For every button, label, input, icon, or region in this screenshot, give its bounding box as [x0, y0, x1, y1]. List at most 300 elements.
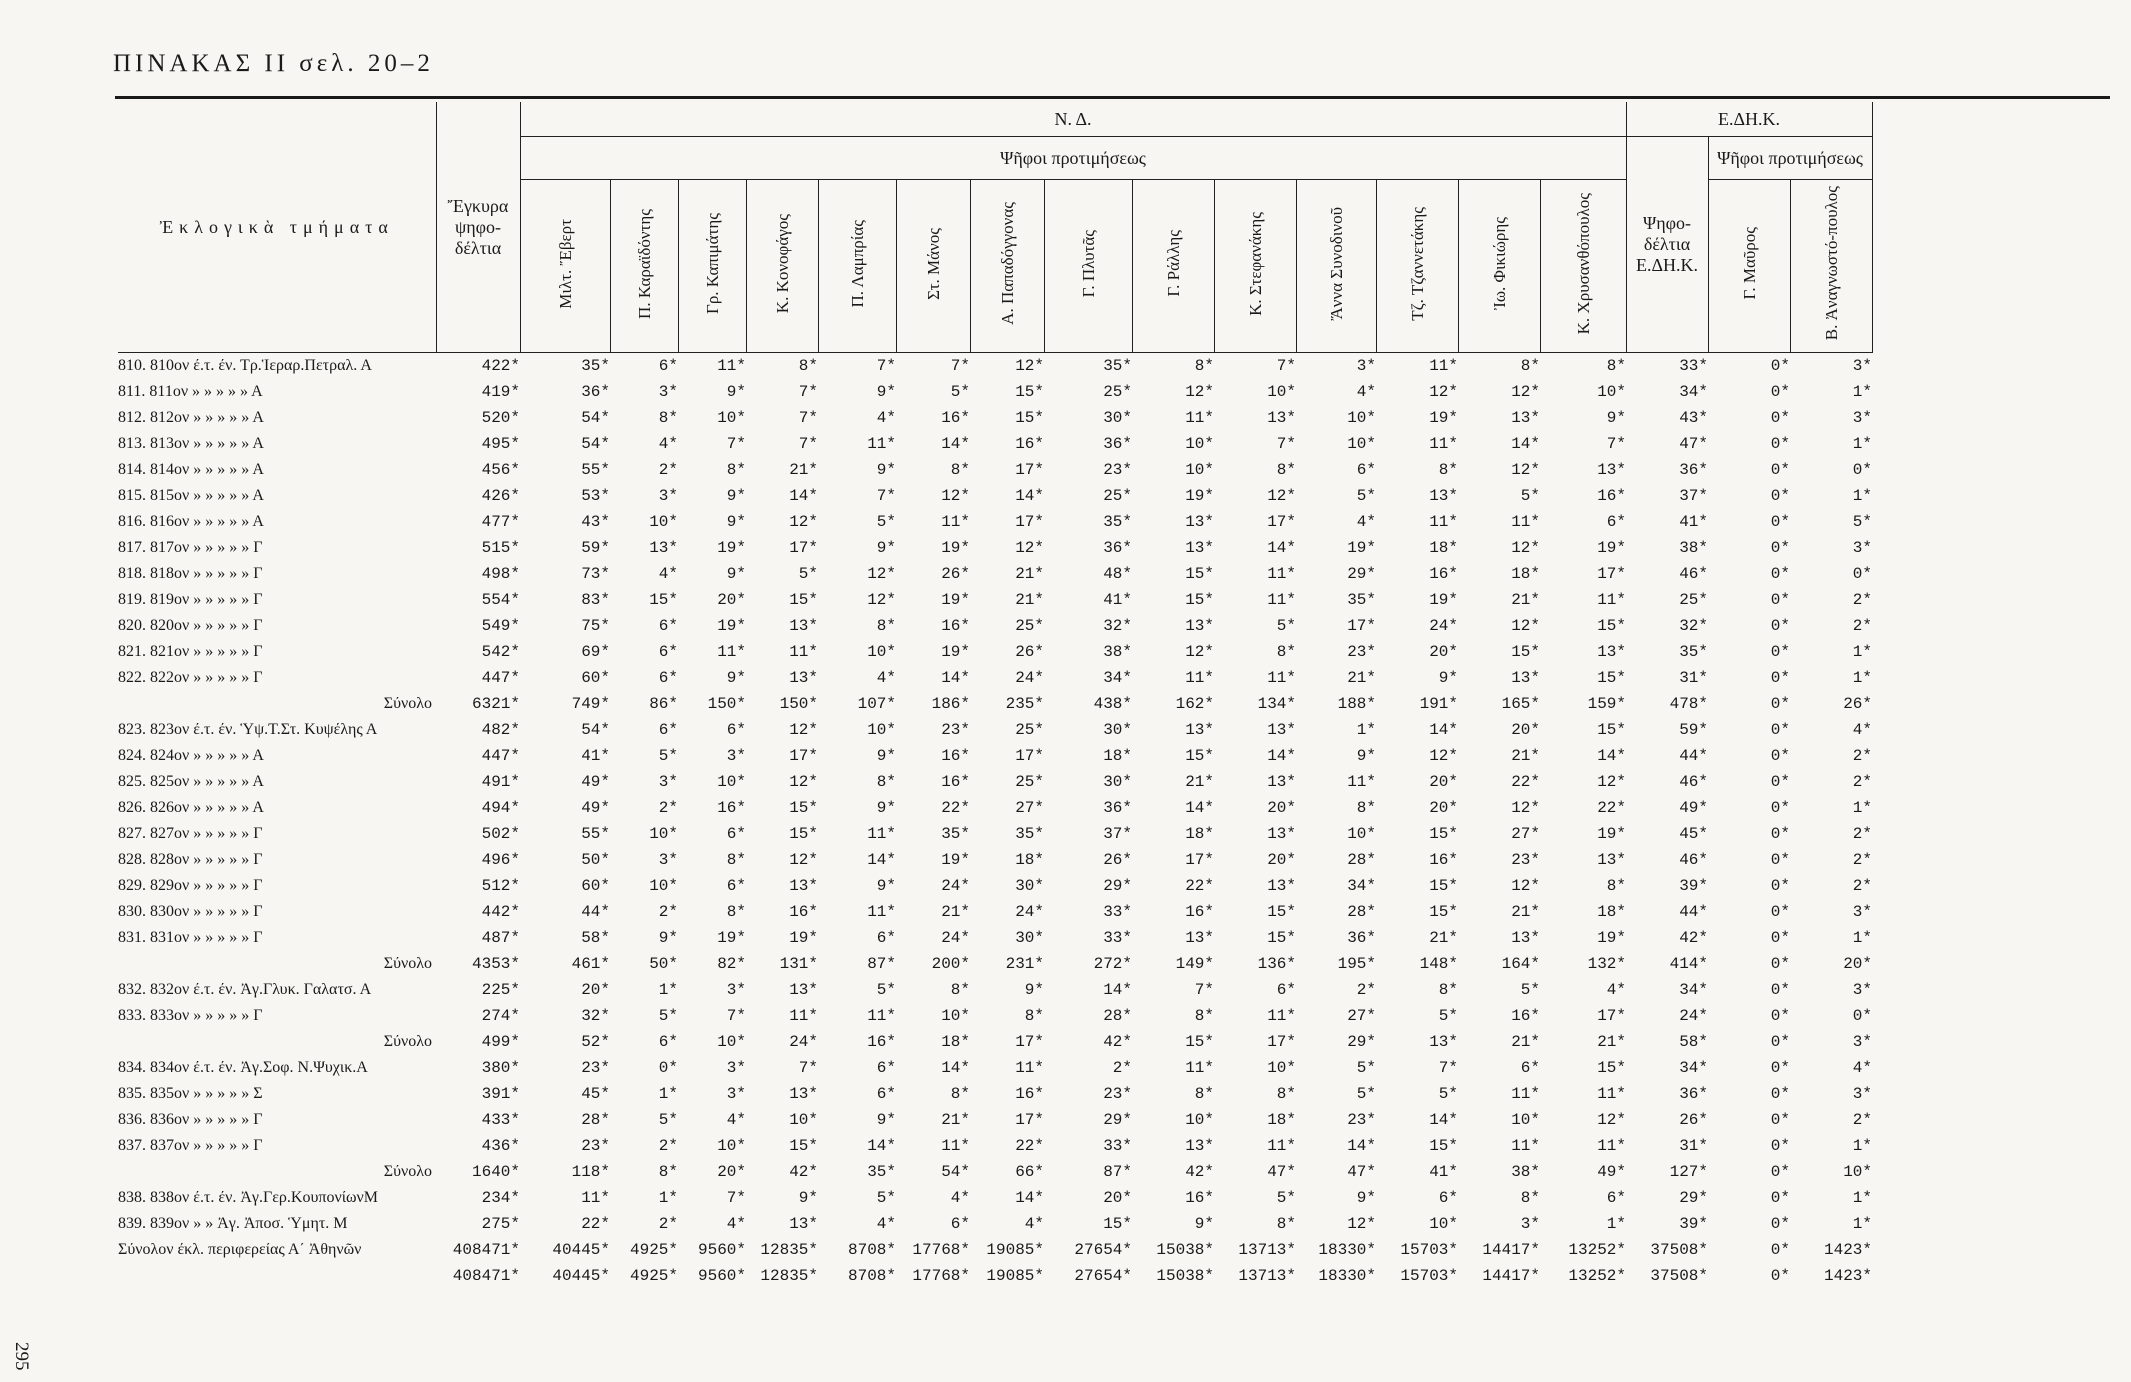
value-cell: 1*	[658, 1085, 678, 1103]
value-cell: 38*	[1511, 1163, 1540, 1181]
value-cell: 26*	[941, 565, 970, 583]
value-cell: 47*	[1267, 1163, 1296, 1181]
value-cell: 11*	[1597, 1085, 1626, 1103]
value-cell: 9*	[876, 1111, 896, 1129]
value-cell: 34*	[1679, 383, 1708, 401]
value-cell: 11*	[1429, 513, 1458, 531]
value-cell: 21*	[1429, 929, 1458, 947]
nd-candidate-name: Κ. Κονοφάγος	[772, 213, 792, 314]
value-cell: 60*	[581, 669, 610, 687]
value-cell: 0*	[1852, 461, 1872, 479]
value-cell: 29*	[1347, 1033, 1376, 1051]
table-row	[118, 821, 1950, 847]
value-cell: 1*	[1852, 1189, 1872, 1207]
value-cell: 15*	[789, 591, 818, 609]
value-cell: 195*	[1337, 955, 1376, 973]
table-row	[118, 717, 1950, 743]
value-cell: 6*	[726, 877, 746, 895]
value-cell: 0*	[1852, 565, 1872, 583]
value-cell: 13*	[789, 877, 818, 895]
value-cell: 6*	[876, 1059, 896, 1077]
row-label: 832. 832ον έ.τ. έν. Ἀγ.Γλυκ. Γαλατσ. Α	[118, 981, 372, 998]
value-cell: 159*	[1587, 695, 1626, 713]
value-cell: 4925*	[629, 1241, 678, 1259]
value-cell: 3*	[1852, 409, 1872, 427]
value-cell: 14*	[1267, 747, 1296, 765]
value-cell: 19*	[717, 929, 746, 947]
value-cell: 6*	[1606, 1189, 1626, 1207]
value-cell: 28*	[1347, 851, 1376, 869]
value-cell: 0*	[1770, 669, 1790, 687]
value-cell: 44*	[581, 903, 610, 921]
value-cell: 11*	[1511, 513, 1540, 531]
value-cell: 10*	[1347, 409, 1376, 427]
value-cell: 38*	[1679, 539, 1708, 557]
value-cell: 491*	[481, 773, 520, 791]
value-cell: 24*	[1015, 903, 1044, 921]
value-cell: 5*	[798, 565, 818, 583]
row-label: 816. 816ον » » » » » Α	[118, 513, 264, 530]
value-cell: 29*	[1347, 565, 1376, 583]
value-cell: 15038*	[1156, 1267, 1214, 1285]
value-cell: 12*	[1511, 383, 1540, 401]
value-cell: 13*	[1429, 487, 1458, 505]
value-cell: 39*	[1679, 877, 1708, 895]
value-cell: 8*	[1024, 1007, 1044, 1025]
value-cell: 149*	[1175, 955, 1214, 973]
valid-header-line-3: δέλτια	[454, 237, 502, 258]
nd-candidate-header	[678, 180, 746, 353]
value-cell: 22*	[1185, 877, 1214, 895]
value-cell: 3*	[726, 747, 746, 765]
row-label: 813. 813ον » » » » » Α	[118, 435, 264, 452]
row-label: 811. 811ον » » » » » Α	[118, 383, 263, 400]
value-cell: 13252*	[1568, 1267, 1626, 1285]
value-cell: 17*	[1015, 1111, 1044, 1129]
table-row	[118, 639, 1950, 665]
value-cell: 7*	[1606, 435, 1626, 453]
value-cell: 19*	[1597, 825, 1626, 843]
value-cell: 42*	[1679, 929, 1708, 947]
value-cell: 12*	[1511, 539, 1540, 557]
value-cell: 4*	[876, 1215, 896, 1233]
value-cell: 11*	[1429, 357, 1458, 375]
value-cell: 0*	[1770, 721, 1790, 739]
value-cell: 515*	[481, 539, 520, 557]
value-cell: 20*	[1267, 851, 1296, 869]
value-cell: 12*	[941, 487, 970, 505]
row-label: 818. 818ον » » » » » Γ	[118, 565, 263, 582]
value-cell: 9*	[1356, 1189, 1376, 1207]
value-cell: 10*	[1429, 1215, 1458, 1233]
value-cell: 15*	[1185, 591, 1214, 609]
subtotal-row	[118, 1029, 1950, 1055]
value-cell: 15*	[1267, 903, 1296, 921]
value-cell: 482*	[481, 721, 520, 739]
value-cell: 17*	[1015, 513, 1044, 531]
value-cell: 1*	[658, 1189, 678, 1207]
value-cell: 22*	[581, 1215, 610, 1233]
value-cell: 87*	[867, 955, 896, 973]
value-cell: 0*	[1770, 357, 1790, 375]
value-cell: 17*	[1185, 851, 1214, 869]
value-cell: 0*	[1770, 565, 1790, 583]
value-cell: 13*	[1429, 1033, 1458, 1051]
value-cell: 2*	[1852, 877, 1872, 895]
value-cell: 5*	[950, 383, 970, 401]
value-cell: 19*	[1429, 591, 1458, 609]
row-label: Σύνολο	[383, 695, 432, 712]
value-cell: 127*	[1669, 1163, 1708, 1181]
value-cell: 0*	[1770, 903, 1790, 921]
value-cell: 433*	[481, 1111, 520, 1129]
value-cell: 502*	[481, 825, 520, 843]
value-cell: 8*	[1276, 643, 1296, 661]
value-cell: 5*	[1276, 1189, 1296, 1207]
value-cell: 9*	[1438, 669, 1458, 687]
value-cell: 24*	[1679, 1007, 1708, 1025]
value-cell: 36*	[1347, 929, 1376, 947]
value-cell: 15*	[789, 1137, 818, 1155]
value-cell: 15*	[1015, 409, 1044, 427]
value-cell: 17*	[1347, 617, 1376, 635]
value-cell: 7*	[726, 1007, 746, 1025]
value-cell: 12*	[867, 565, 896, 583]
value-cell: 2*	[658, 461, 678, 479]
value-cell: 1*	[1852, 669, 1872, 687]
row-label-header-text: Ἐκλογικὰ τμήματα	[159, 216, 394, 237]
value-cell: 22*	[1511, 773, 1540, 791]
value-cell: 5*	[1356, 1059, 1376, 1077]
value-cell: 12*	[1511, 799, 1540, 817]
value-cell: 0*	[1770, 1033, 1790, 1051]
value-cell: 15*	[1429, 903, 1458, 921]
value-cell: 3*	[1852, 357, 1872, 375]
value-cell: 36*	[1679, 461, 1708, 479]
value-cell: 11*	[867, 435, 896, 453]
table-row	[118, 1133, 1950, 1159]
value-cell: 11*	[581, 1189, 610, 1207]
value-cell: 16*	[941, 773, 970, 791]
nd-candidate-name: Τζ. Τζαννετάκης	[1407, 206, 1427, 321]
value-cell: 17*	[1015, 461, 1044, 479]
value-cell: 0*	[1770, 383, 1790, 401]
value-cell: 18*	[1103, 747, 1132, 765]
value-cell: 27*	[1511, 825, 1540, 843]
value-cell: 12*	[1597, 773, 1626, 791]
nd-candidate-name: Ἰω. Φικιώρης	[1489, 216, 1509, 311]
value-cell: 11*	[1267, 565, 1296, 583]
value-cell: 10*	[649, 513, 678, 531]
value-cell: 20*	[1429, 773, 1458, 791]
value-cell: 49*	[581, 773, 610, 791]
value-cell: 33*	[1679, 357, 1708, 375]
value-cell: 0*	[658, 1059, 678, 1077]
value-cell: 2*	[1852, 617, 1872, 635]
value-cell: 7*	[1276, 435, 1296, 453]
value-cell: 35*	[941, 825, 970, 843]
value-cell: 0*	[1770, 409, 1790, 427]
value-cell: 20*	[1103, 1189, 1132, 1207]
value-cell: 27*	[1347, 1007, 1376, 1025]
value-cell: 35*	[1103, 357, 1132, 375]
value-cell: 41*	[1429, 1163, 1458, 1181]
value-cell: 4*	[726, 1215, 746, 1233]
value-cell: 39*	[1679, 1215, 1708, 1233]
value-cell: 16*	[941, 747, 970, 765]
value-cell: 2*	[1852, 591, 1872, 609]
value-cell: 17*	[1267, 1033, 1296, 1051]
value-cell: 13*	[789, 617, 818, 635]
value-cell: 14*	[1267, 539, 1296, 557]
value-cell: 8*	[1194, 357, 1214, 375]
value-cell: 5*	[1852, 513, 1872, 531]
value-cell: 18*	[1597, 903, 1626, 921]
nd-candidate-name: Κ. Χρυσανθόπουλος	[1573, 192, 1593, 335]
value-cell: 11*	[1597, 591, 1626, 609]
value-cell: 15*	[1429, 1137, 1458, 1155]
value-cell: 0*	[1770, 591, 1790, 609]
edik-ballots-line-3: Ε.ΔΗ.Κ.	[1635, 255, 1699, 275]
value-cell: 52*	[581, 1033, 610, 1051]
value-cell: 11*	[1597, 1137, 1626, 1155]
value-cell: 461*	[571, 955, 610, 973]
value-cell: 13*	[789, 1215, 818, 1233]
value-cell: 2*	[658, 1215, 678, 1233]
value-cell: 13*	[1511, 669, 1540, 687]
value-cell: 14*	[1185, 799, 1214, 817]
value-cell: 15*	[1597, 669, 1626, 687]
row-label: 821. 821ον » » » » » Γ	[118, 643, 263, 660]
value-cell: 17*	[1597, 1007, 1626, 1025]
value-cell: 26*	[1679, 1111, 1708, 1129]
value-cell: 6*	[658, 721, 678, 739]
value-cell: 4*	[876, 409, 896, 427]
value-cell: 28*	[1103, 1007, 1132, 1025]
value-cell: 12*	[1597, 1111, 1626, 1129]
value-cell: 5*	[1356, 1085, 1376, 1103]
value-cell: 17768*	[912, 1267, 970, 1285]
value-cell: 55*	[581, 461, 610, 479]
value-cell: 37*	[1103, 825, 1132, 843]
value-cell: 6*	[658, 617, 678, 635]
value-cell: 11*	[789, 643, 818, 661]
value-cell: 9*	[798, 1189, 818, 1207]
value-cell: 26*	[1015, 643, 1044, 661]
value-cell: 3*	[1852, 981, 1872, 999]
value-cell: 6*	[658, 643, 678, 661]
value-cell: 4*	[1852, 721, 1872, 739]
value-cell: 19*	[789, 929, 818, 947]
value-cell: 11*	[1267, 669, 1296, 687]
value-cell: 12*	[789, 721, 818, 739]
value-cell: 5*	[1520, 981, 1540, 999]
value-cell: 2*	[658, 1137, 678, 1155]
value-cell: 3*	[1520, 1215, 1540, 1233]
value-cell: 131*	[779, 955, 818, 973]
value-cell: 9*	[1194, 1215, 1214, 1233]
value-cell: 11*	[867, 903, 896, 921]
value-cell: 13*	[789, 1085, 818, 1103]
value-cell: 8*	[876, 617, 896, 635]
value-cell: 8*	[950, 1085, 970, 1103]
value-cell: 13*	[1267, 721, 1296, 739]
value-cell: 13*	[789, 669, 818, 687]
value-cell: 6*	[658, 1033, 678, 1051]
value-cell: 11*	[717, 357, 746, 375]
value-cell: 8*	[1194, 1085, 1214, 1103]
value-cell: 12*	[1511, 617, 1540, 635]
value-cell: 2*	[1852, 773, 1872, 791]
value-cell: 9*	[876, 461, 896, 479]
value-cell: 13*	[649, 539, 678, 557]
value-cell: 188*	[1337, 695, 1376, 713]
value-cell: 17*	[1015, 747, 1044, 765]
value-cell: 11*	[941, 513, 970, 531]
value-cell: 23*	[1347, 643, 1376, 661]
value-cell: 272*	[1093, 955, 1132, 973]
value-cell: 34*	[1679, 981, 1708, 999]
row-label: 833. 833ον » » » » » Γ	[118, 1007, 263, 1024]
value-cell: 49*	[1597, 1163, 1626, 1181]
value-cell: 186*	[931, 695, 970, 713]
value-cell: 549*	[481, 617, 520, 635]
value-cell: 19*	[941, 539, 970, 557]
value-cell: 26*	[1843, 695, 1872, 713]
value-cell: 3*	[726, 981, 746, 999]
value-cell: 15*	[1185, 1033, 1214, 1051]
value-cell: 19*	[941, 851, 970, 869]
value-cell: 21*	[1347, 669, 1376, 687]
value-cell: 16*	[1511, 1007, 1540, 1025]
nd-candidate-header	[1044, 180, 1132, 353]
value-cell: 13*	[1185, 513, 1214, 531]
value-cell: 36*	[1679, 1085, 1708, 1103]
value-cell: 15*	[1267, 929, 1296, 947]
value-cell: 9*	[658, 929, 678, 947]
value-cell: 4*	[1024, 1215, 1044, 1233]
value-cell: 150*	[779, 695, 818, 713]
value-cell: 10*	[717, 773, 746, 791]
value-cell: 16*	[1429, 565, 1458, 583]
value-cell: 41*	[1103, 591, 1132, 609]
value-cell: 1423*	[1823, 1267, 1872, 1285]
value-cell: 9*	[876, 383, 896, 401]
value-cell: 11*	[867, 825, 896, 843]
value-cell: 1*	[1356, 721, 1376, 739]
value-cell: 58*	[1679, 1033, 1708, 1051]
valid-header-line-1: Ἔγκυρα	[447, 195, 509, 216]
value-cell: 10*	[649, 825, 678, 843]
value-cell: 456*	[481, 461, 520, 479]
value-cell: 25*	[1103, 383, 1132, 401]
page-number: 295	[11, 1342, 32, 1371]
value-cell: 35*	[1347, 591, 1376, 609]
value-cell: 13*	[1267, 877, 1296, 895]
value-cell: 16*	[1015, 435, 1044, 453]
row-label: 828. 828ον » » » » » Γ	[118, 851, 263, 868]
value-cell: 13713*	[1238, 1241, 1296, 1259]
value-cell: 11*	[1185, 409, 1214, 427]
value-cell: 10*	[789, 1111, 818, 1129]
value-cell: 0*	[1770, 487, 1790, 505]
edik-candidate-header	[1790, 180, 1872, 353]
value-cell: 8*	[798, 357, 818, 375]
value-cell: 15*	[1597, 1059, 1626, 1077]
value-cell: 10*	[717, 1137, 746, 1155]
value-cell: 6*	[658, 357, 678, 375]
row-label: 836. 836ον » » » » » Γ	[118, 1111, 263, 1128]
value-cell: 15*	[1103, 1215, 1132, 1233]
value-cell: 2*	[1852, 825, 1872, 843]
value-cell: 1*	[1852, 487, 1872, 505]
nd-candidate-header	[520, 180, 610, 353]
value-cell: 8*	[1276, 461, 1296, 479]
nd-candidate-name: Στ. Μάνος	[923, 227, 943, 300]
nd-candidate-name: Κ. Στεφανάκης	[1245, 211, 1265, 316]
value-cell: 2*	[1852, 851, 1872, 869]
value-cell: 4*	[950, 1189, 970, 1207]
table-row	[118, 873, 1950, 899]
value-cell: 31*	[1679, 1137, 1708, 1155]
nd-candidate-name: Π. Καραϊδόντης	[634, 208, 654, 319]
value-cell: 5*	[658, 1111, 678, 1129]
value-cell: 10*	[1843, 1163, 1872, 1181]
value-cell: 14*	[1015, 487, 1044, 505]
value-cell: 20*	[581, 981, 610, 999]
value-cell: 8*	[658, 1163, 678, 1181]
value-cell: 165*	[1501, 695, 1540, 713]
value-cell: 49*	[1679, 799, 1708, 817]
row-label: 824. 824ον » » » » » Α	[118, 747, 264, 764]
table-row	[118, 1055, 1950, 1081]
table-row	[118, 769, 1950, 795]
table-row	[118, 1081, 1950, 1107]
value-cell: 4*	[1356, 383, 1376, 401]
top-rule	[115, 96, 2110, 99]
nd-preference-header: Ψῆφοι προτιμήσεως	[520, 137, 1626, 180]
row-label: 817. 817ον » » » » » Γ	[118, 539, 263, 556]
value-cell: 23*	[1347, 1111, 1376, 1129]
value-cell: 29*	[1103, 877, 1132, 895]
value-cell: 1*	[1606, 1215, 1626, 1233]
value-cell: 9*	[876, 539, 896, 557]
value-cell: 13*	[1185, 617, 1214, 635]
value-cell: 13252*	[1568, 1241, 1626, 1259]
value-cell: 16*	[1597, 487, 1626, 505]
table-row	[118, 977, 1950, 1003]
value-cell: 20*	[1429, 799, 1458, 817]
value-cell: 11*	[1511, 1085, 1540, 1103]
value-cell: 442*	[481, 903, 520, 921]
value-cell: 16*	[1015, 1085, 1044, 1103]
value-cell: 275*	[481, 1215, 520, 1233]
value-cell: 4*	[876, 669, 896, 687]
value-cell: 18*	[1185, 825, 1214, 843]
nd-candidate-header	[1540, 180, 1626, 353]
value-cell: 12*	[1429, 383, 1458, 401]
value-cell: 391*	[481, 1085, 520, 1103]
value-cell: 0*	[1770, 1241, 1790, 1259]
edik-ballots-line-1: Ψηφο-	[1642, 213, 1692, 233]
row-label: 838. 838ον έ.τ. έν. Ἀγ.Γερ.ΚουπονίωνΜ	[118, 1189, 378, 1206]
value-cell: 0*	[1770, 981, 1790, 999]
value-cell: 19*	[1347, 539, 1376, 557]
value-cell: 34*	[1679, 1059, 1708, 1077]
value-cell: 5*	[658, 1007, 678, 1025]
value-cell: 28*	[1347, 903, 1376, 921]
value-cell: 15703*	[1400, 1267, 1458, 1285]
